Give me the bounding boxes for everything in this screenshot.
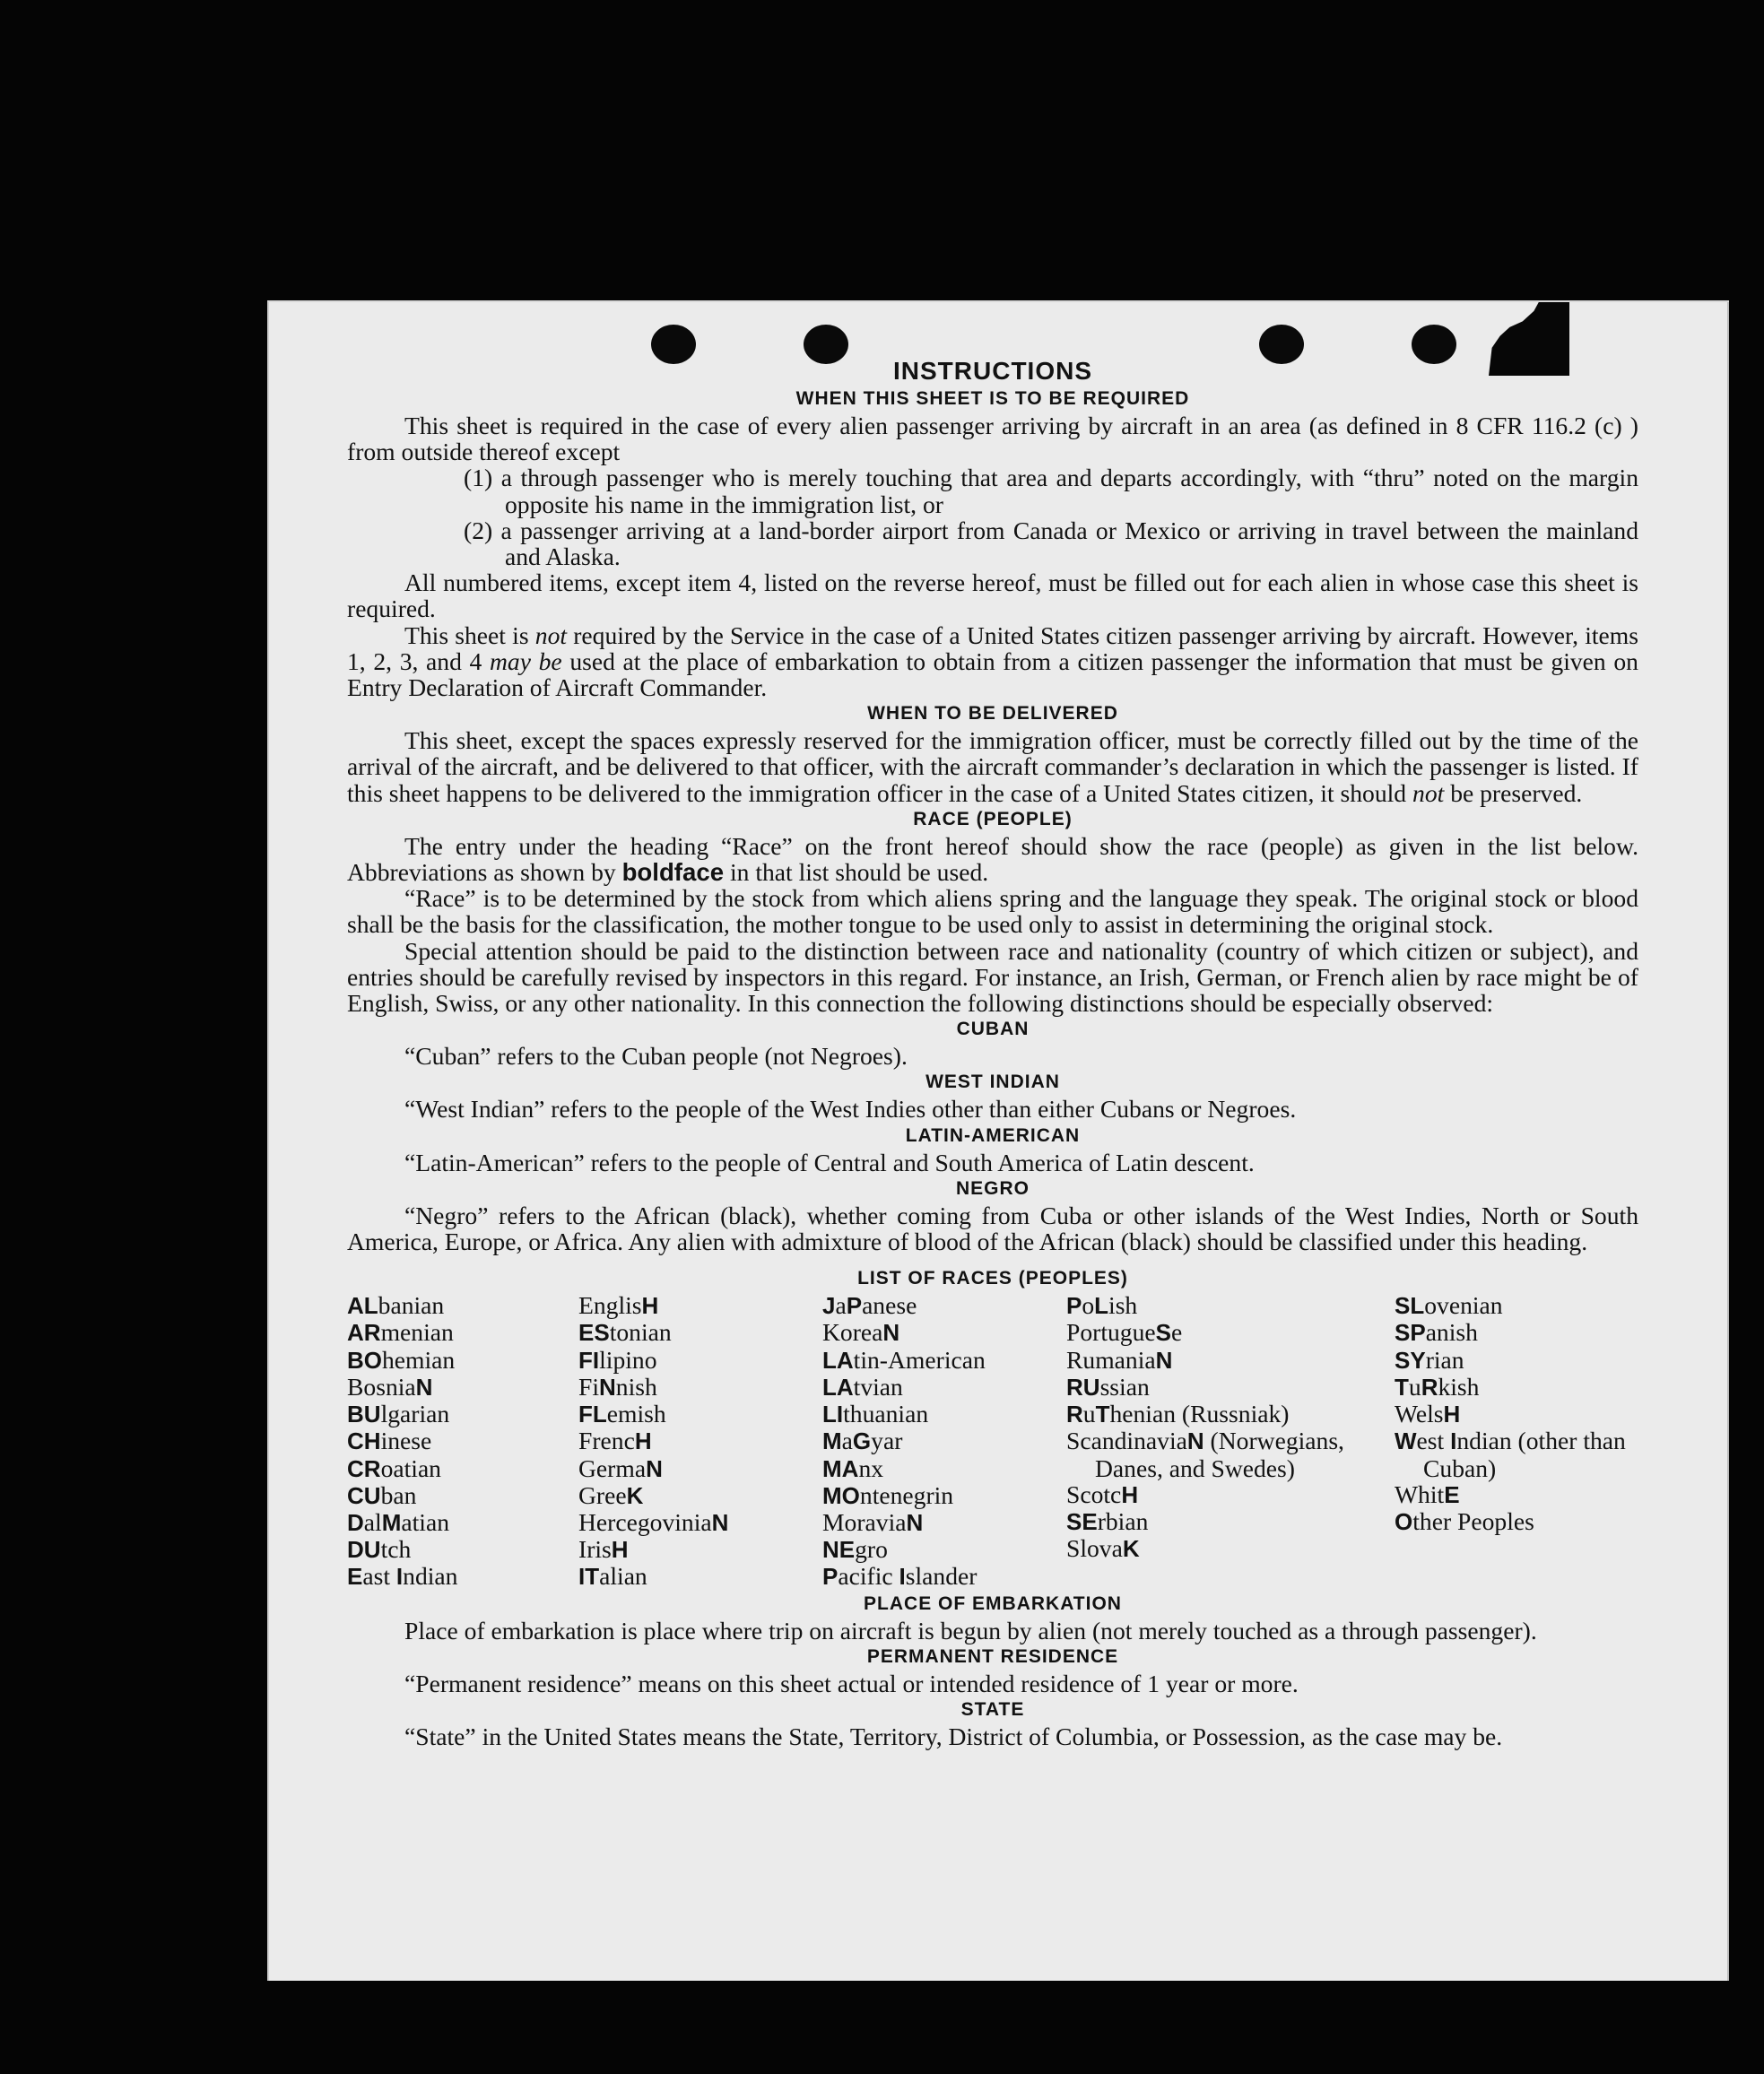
citizen-not-emphasis: not: [534, 620, 568, 649]
race-text: Germa: [578, 1454, 647, 1482]
citizen-text-a: This sheet is: [404, 620, 529, 649]
race-abbreviation: CR: [347, 1454, 381, 1482]
paragraph-place-of-embarkation: Place of embarkation is place where trip on aircraft is begun by alien (not merely touched as a through passenger).: [404, 1616, 1537, 1644]
race-text: Wels: [1395, 1400, 1444, 1428]
race-entry: [578, 1374, 822, 1401]
race-abbreviation: I: [899, 1563, 906, 1591]
race-abbreviation: CH: [347, 1428, 381, 1455]
race-abbreviation: H: [641, 1292, 659, 1320]
race-abbreviation: H: [611, 1536, 629, 1564]
citizen-text-b: required by the Service in the case of a United States citizen passenger arriving by aircraft. However, items 1, 2, 3, and 4: [347, 620, 1638, 675]
race-text: tonian: [609, 1318, 672, 1347]
paragraph-state: “State” in the United States means the State, Territory, District of Columbia, or Possession, as the case may be.: [404, 1722, 1503, 1750]
race-abbreviation: SE: [1066, 1507, 1098, 1535]
race-text: Rumania: [1066, 1345, 1156, 1374]
race-abbreviation: M: [822, 1428, 842, 1455]
race-text: slander: [905, 1562, 978, 1591]
race-entry: [1066, 1401, 1395, 1428]
race-entry: [822, 1374, 1066, 1401]
race-text: Moravia: [822, 1507, 907, 1536]
race-abbreviation: N: [906, 1508, 924, 1536]
race-abbreviation: K: [626, 1481, 644, 1509]
race-text: ish: [1108, 1291, 1138, 1320]
race-entry: [1066, 1481, 1395, 1508]
race-abbreviation: M: [381, 1508, 402, 1536]
race-text: e: [1170, 1318, 1183, 1347]
race-abbreviation: LA: [822, 1346, 854, 1374]
race-entry: [347, 1347, 578, 1374]
race-abbreviation: IT: [578, 1563, 600, 1591]
race-abbreviation: BO: [347, 1346, 382, 1374]
race-abbreviation: N: [711, 1508, 729, 1536]
race-entry: [822, 1319, 1066, 1346]
race-text: alian: [599, 1562, 647, 1591]
race-abbreviation: K: [1122, 1535, 1140, 1563]
race-text: a: [835, 1291, 847, 1320]
race-text: o: [1082, 1291, 1095, 1320]
race-abbreviation: SP: [1395, 1319, 1426, 1347]
boldface-word: boldface: [621, 858, 725, 887]
race-text: al: [363, 1507, 382, 1536]
citizen-text-c: used at the place of embarkation to obtain from a citizen passenger the information that must be given on Entry Declaration of Aircraft Commander.: [347, 646, 1638, 702]
race-entry: [347, 1563, 578, 1590]
race-entry: [1066, 1292, 1395, 1319]
race-abbreviation: H: [634, 1428, 652, 1455]
race-text: atian: [401, 1507, 449, 1536]
race-entry: [347, 1428, 578, 1454]
race-abbreviation: H: [1121, 1480, 1139, 1508]
race-entry: [1066, 1428, 1395, 1480]
race-text: (Norwegians, Danes, and Swedes): [1095, 1427, 1351, 1482]
race-abbreviation: SL: [1395, 1292, 1425, 1320]
race-column-1: [347, 1292, 578, 1590]
race-entry: [822, 1401, 1066, 1428]
race-abbreviation: T: [1395, 1373, 1409, 1401]
race-entry: [347, 1536, 578, 1563]
race-abbreviation: MO: [822, 1481, 860, 1509]
paragraph-race-definition: “Race” is to be determined by the stock from which aliens spring and the language they speak. The original stock or blood shall be the basis for the classification, the mother tongue to be used only to assist in determining the original stock.: [347, 884, 1638, 939]
race-abbreviation: P: [822, 1563, 839, 1591]
race-text: rbian: [1097, 1506, 1149, 1535]
race-abbreviation: I: [395, 1563, 404, 1591]
instruction-sheet: [267, 300, 1729, 1981]
race-entry: [1395, 1428, 1638, 1480]
page-title: INSTRUCTIONS: [893, 357, 1092, 385]
race-abbreviation: R: [1421, 1373, 1438, 1401]
race-column-5: [1395, 1292, 1638, 1590]
race-text: a: [841, 1427, 853, 1455]
race-entry: [822, 1347, 1066, 1374]
race-text: Bosnia: [347, 1372, 416, 1401]
race-text: yar: [871, 1427, 903, 1455]
race-abbreviation: P: [1066, 1292, 1082, 1320]
race-text: tch: [380, 1535, 412, 1564]
section-title-west-indian: WEST INDIAN: [925, 1072, 1060, 1093]
race-column-2: [578, 1292, 822, 1590]
race-abbreviation: H: [1443, 1401, 1461, 1428]
race-text: ban: [380, 1480, 417, 1509]
race-text: tin-American: [853, 1345, 986, 1374]
race-text-a: The entry under the heading “Race” on the front hereof should show the race (people) as given in the list below. Abbreviations as shown by: [347, 831, 1638, 887]
race-abbreviation: T: [1095, 1401, 1110, 1428]
race-text: emish: [606, 1400, 666, 1428]
section-title-race: RACE (PEOPLE): [913, 808, 1073, 829]
race-text-b: in that list should be used.: [729, 858, 989, 887]
paragraph-cuban: “Cuban” refers to the Cuban people (not Negroes).: [404, 1042, 908, 1071]
race-abbreviation: RU: [1066, 1373, 1100, 1401]
race-text: oatian: [380, 1454, 441, 1482]
race-entry: [347, 1455, 578, 1482]
race-text: rian: [1425, 1345, 1464, 1374]
race-entry: [578, 1428, 822, 1454]
paragraph-citizen: [347, 622, 1638, 701]
race-text: Scandinavia: [1066, 1427, 1187, 1455]
race-entry: [1395, 1401, 1638, 1428]
race-entry: [347, 1401, 578, 1428]
race-entry: [578, 1401, 822, 1428]
race-text: inese: [380, 1427, 432, 1455]
race-entry: [347, 1509, 578, 1536]
race-text: menian: [380, 1318, 454, 1347]
race-text: ntenegrin: [859, 1480, 954, 1509]
race-abbreviation: L: [1094, 1292, 1109, 1320]
race-text: kish: [1438, 1372, 1480, 1401]
race-text: Portugue: [1066, 1318, 1156, 1347]
race-text: Fi: [578, 1372, 600, 1401]
race-text: ast: [362, 1562, 396, 1591]
race-text: gro: [855, 1535, 888, 1564]
race-text: tvian: [853, 1372, 903, 1401]
race-column-4: [1066, 1292, 1395, 1590]
race-abbreviation: N: [1155, 1346, 1173, 1374]
race-abbreviation: FI: [578, 1346, 600, 1374]
paragraph-delivered: [347, 727, 1638, 806]
paragraph-race-heading: [347, 833, 1638, 885]
race-text: ovenian: [1424, 1291, 1503, 1320]
race-abbreviation: NE: [822, 1536, 856, 1564]
race-text: Englis: [578, 1291, 642, 1320]
race-entry: [578, 1319, 822, 1346]
race-text: hemian: [382, 1345, 456, 1374]
section-title-state: STATE: [960, 1698, 1025, 1720]
section-title-latin-american: LATIN-AMERICAN: [905, 1124, 1081, 1146]
race-entry: [347, 1482, 578, 1509]
race-abbreviation: AL: [347, 1292, 378, 1320]
race-text: Slova: [1066, 1534, 1123, 1563]
race-abbreviation: I: [1450, 1428, 1457, 1455]
race-entry: [578, 1347, 822, 1374]
race-entry: [1066, 1319, 1395, 1346]
race-text: lgarian: [380, 1400, 450, 1428]
race-text: u: [1082, 1400, 1096, 1428]
race-entry: [822, 1292, 1066, 1319]
section-title-when-delivered: WHEN TO BE DELIVERED: [867, 703, 1118, 725]
paragraph-west-indian: “West Indian” refers to the people of the West Indies other than either Cubans or Negroes.: [404, 1095, 1297, 1124]
race-entry: [822, 1536, 1066, 1563]
exception-item-2: (2) a passenger arriving at a land-border airport from Canada or Mexico or arriving in travel between the mainland and Alaska.: [464, 516, 1638, 571]
race-abbreviation: LI: [822, 1401, 844, 1428]
race-entry: [1066, 1374, 1395, 1401]
delivered-text-b: be preserved.: [1450, 778, 1583, 807]
race-column-3: [822, 1292, 1066, 1590]
race-abbreviation: ES: [578, 1319, 610, 1347]
race-text: Whit: [1395, 1480, 1445, 1508]
race-text: nx: [858, 1454, 884, 1482]
race-text: Iris: [578, 1535, 612, 1564]
race-entry: [822, 1509, 1066, 1536]
race-entry: [1066, 1508, 1395, 1535]
race-entry: [1395, 1292, 1638, 1319]
race-list: [347, 1292, 1638, 1590]
race-text: acific: [838, 1562, 899, 1591]
race-text: banian: [378, 1291, 445, 1320]
paragraph-numbered-items: All numbered items, except item 4, listed on the reverse hereof, must be filled out for each alien in whose case this sheet is required.: [347, 568, 1638, 623]
citizen-may-be-emphasis: may be: [489, 646, 562, 675]
race-abbreviation: LA: [822, 1373, 854, 1401]
race-abbreviation: W: [1395, 1428, 1417, 1455]
delivered-not-emphasis: not: [1412, 778, 1445, 807]
race-entry: [578, 1482, 822, 1509]
paragraph-negro: “Negro” refers to the African (black), whether coming from Cuba or other islands of the West Indies, North or South America, Europe, or Africa. Any alien with admixture of blood of the African (black) should be classified under this heading.: [347, 1201, 1638, 1256]
race-abbreviation: D: [347, 1508, 364, 1536]
race-abbreviation: G: [852, 1428, 872, 1455]
race-entry: [347, 1374, 578, 1401]
race-abbreviation: MA: [822, 1454, 859, 1482]
race-text: nish: [615, 1372, 657, 1401]
race-text: u: [1408, 1372, 1421, 1401]
race-entry: [1395, 1319, 1638, 1346]
race-entry: [1395, 1374, 1638, 1401]
race-entry: [822, 1428, 1066, 1454]
section-title-place-of-embarkation: PLACE OF EMBARKATION: [864, 1592, 1122, 1614]
instructions-content: [347, 356, 1638, 1749]
section-title-cuban: CUBAN: [956, 1019, 1030, 1040]
race-entry: [1066, 1347, 1395, 1374]
race-abbreviation: R: [1066, 1401, 1083, 1428]
race-entry: [822, 1563, 1066, 1590]
race-abbreviation: N: [646, 1454, 663, 1482]
race-text: henian (Russniak): [1109, 1400, 1290, 1428]
race-abbreviation: SY: [1395, 1346, 1426, 1374]
race-abbreviation: O: [1395, 1507, 1413, 1535]
race-abbreviation: BU: [347, 1401, 381, 1428]
race-abbreviation: CU: [347, 1481, 381, 1509]
paragraph-latin-american: “Latin-American” refers to the people of Central and South America of Latin descent.: [404, 1148, 1255, 1176]
race-abbreviation: S: [1155, 1319, 1171, 1347]
race-abbreviation: E: [347, 1563, 363, 1591]
race-entry: [578, 1536, 822, 1563]
exception-item-1: (1) a through passenger who is merely touching that area and departs accordingly, with “thru” noted on the margin opposite his name in the immigration list, or: [464, 464, 1638, 518]
race-entry: [347, 1292, 578, 1319]
race-abbreviation: N: [882, 1319, 900, 1347]
race-text: Scotc: [1066, 1480, 1122, 1508]
race-abbreviation: AR: [347, 1319, 381, 1347]
race-abbreviation: E: [1444, 1480, 1460, 1508]
race-text: anish: [1425, 1318, 1478, 1347]
sheet-edge: [1727, 302, 1729, 1981]
section-title-permanent-residence: PERMANENT RESIDENCE: [866, 1645, 1119, 1667]
race-text: est: [1416, 1427, 1451, 1455]
race-abbreviation: N: [599, 1373, 616, 1401]
race-abbreviation: N: [415, 1373, 433, 1401]
race-text: thuanian: [843, 1400, 929, 1428]
race-text: Korea: [822, 1318, 883, 1347]
race-entry: [1395, 1481, 1638, 1508]
race-text: ndian (other than Cuban): [1423, 1427, 1632, 1482]
race-entry: [1395, 1347, 1638, 1374]
paragraph-race-nationality: Special attention should be paid to the distinction between race and nationality (country of which citizen or subject), and entries should be carefully revised by inspectors in this regard. For instance, an Irish, German, or French alien by race might be of English, Swiss, or any other nationality. In this connection the following distinctions should be especially observed:: [347, 936, 1638, 1018]
paragraph-required-intro: This sheet is required in the case of every alien passenger arriving by aircraft in an area (as defined in 8 CFR 116.2 (c) ) from outside thereof except: [347, 412, 1638, 466]
race-text: Frenc: [578, 1427, 635, 1455]
race-entry: [822, 1455, 1066, 1482]
race-abbreviation: DU: [347, 1536, 381, 1564]
race-entry: [1066, 1535, 1395, 1562]
delivered-text-a: This sheet, except the spaces expressly reserved for the immigration officer, must be correctly filled out by the time of the arrival of the aircraft, and be delivered to that officer, with the aircraft commander’s declaration in which the passenger is listed. If this sheet happens to be delivered to the immigration officer in the case of a United States citizen, it should: [347, 726, 1638, 807]
race-text: ssian: [1099, 1372, 1150, 1401]
race-abbreviation: P: [846, 1292, 863, 1320]
race-entry: [578, 1455, 822, 1482]
section-title-negro: NEGRO: [955, 1177, 1030, 1199]
race-text: ther Peoples: [1412, 1506, 1534, 1535]
race-abbreviation: FL: [578, 1401, 607, 1428]
race-text: ndian: [403, 1562, 458, 1591]
race-abbreviation: N: [1186, 1428, 1204, 1455]
section-title-when-required: WHEN THIS SHEET IS TO BE REQUIRED: [795, 388, 1190, 409]
race-text: Hercegovinia: [578, 1507, 712, 1536]
race-entry: [347, 1319, 578, 1346]
paragraph-permanent-residence: “Permanent residence” means on this sheet actual or intended residence of 1 year or more.: [404, 1669, 1299, 1697]
race-entry: [1395, 1508, 1638, 1535]
race-abbreviation: J: [822, 1292, 836, 1320]
race-entry: [578, 1563, 822, 1590]
section-title-list-of-races: LIST OF RACES (PEOPLES): [857, 1268, 1128, 1289]
race-text: Gree: [578, 1480, 627, 1509]
race-text: anese: [862, 1291, 917, 1320]
race-text: lipino: [599, 1345, 657, 1374]
race-entry: [578, 1292, 822, 1319]
race-entry: [578, 1509, 822, 1536]
race-entry: [822, 1482, 1066, 1509]
